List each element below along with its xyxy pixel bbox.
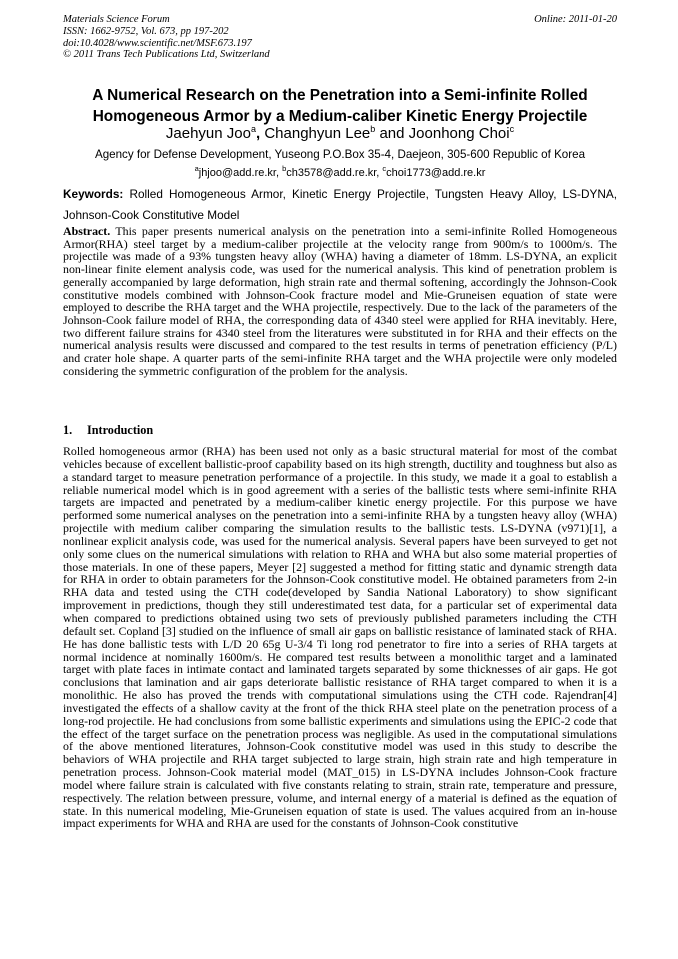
journal-name: Materials Science Forum [63,14,170,25]
email-address[interactable]: jhjoo@add.re.kr, [198,167,283,179]
author-name: Jaehyun Joo [165,125,251,142]
issn-line: ISSN: 1662-9752, Vol. 673, pp 197-202 [63,25,229,37]
author-affil-mark: c [509,124,515,134]
author-name: Joonhong Choi [408,125,510,142]
introduction-paragraph: Rolled homogeneous armor (RHA) has been used not only as a basic structural material for most of the combat vehicles because of excellent ballistic-proof capability based on its high strength, ductility and toughness but also as a standard target to measure penetration performance of a projectile. In this study, we made it a goal to establish a reliable numerical model which is in good agreement with a series of the ballistic tests where semi-infinite RHA targets are impacted and penetrated by a medium-caliber kinetic energy projectile. For this purpose we have performed some numerical analyses on the penetration into a semi-infinite RHA by a tungsten heavy alloy (WHA) projectile with medium caliber comparing the simulation results to the ballistic tests. LS-DYNA (v971)[1], a nonlinear explicit analysis code, was used for the numerical analysis. Several papers have been surveyed to get not only some clues on the numerical simulations with relation to RHA and WHA but also some material properties of those materials. In one of these papers, Meyer [2] suggested a method for fitting static and dynamic strength data for RHA in order to obtain parameters for the Johnson-Cook constitutive model. He obtained parameters from 2-in RHA data and tested using the CTH code(developed by Sandia National Laboratory) to show significant improvement in predictions, though they still underestimated test data, for a particular set of experimental data when compared to predictions obtained using two sets of previously published parameters including the CTH default set. Copland [3] studied on the influence of small air gaps on ballistic resistance of laminated stack of RHA. He has done ballistic tests with L/D 20 65g U-3/4 Ti long rod penetrator to fire into a series of RHA targets at normal incidence at nominally 1600m/s. He compared test results between a monolithic target and a laminated target with plate faces in intimate contact and laminated targets separated by some thicknesses of air gaps. He got conclusions that lamination and air gaps deteriorate ballistic resistance of RHA target compared to when it is a monolithic. He also has proved the trends with computational simulations using the CTH code. Rajendran[4] investigated the effects of a shallow cavity at the front of the thick RHA steel plate on the penetration process of a long-rod projectile. He had conclusions from some ballistic experiments and simulations using the EPIC-2 code that the effect of the target surface on the penetration process was negligible. As used in the computational simulations of the above mentioned literatures, Johnson-Cook constitutive model was used in this study to describe the behaviors of WHA projectile and RHA target subjected to large strain, high strain rate and high temperature in penetration process. Johnson-Cook material model (MAT_015) in LS-DYNA includes Johnson-Cook fracture model where failure strain is calculated with five constants relating to strain, strain rate, temperature and pressure, respectively. The relation between pressure, volume, and internal energy of a material is defined as the equation of state. In this numerical modeling, Mie-Gruneisen equation of state is used. The values acquired from an in-house impact experiments for WHA and RHA are used for the constants of Johnson-Cook constitutive [63,444,617,831]
email-address[interactable]: ch3578@add.re.kr, [286,167,383,179]
abstract-label: Abstract. [63,224,111,238]
email-mark: b [282,164,287,173]
email-mark: c [382,164,387,173]
online-date: Online: 2011-01-20 [534,14,617,25]
author-list [55,125,625,143]
email-list [55,166,625,180]
author-name: Changhyun Lee [264,125,371,142]
copyright-line: © 2011 Trans Tech Publications Ltd, Switzerland [63,49,270,61]
author-affil-mark: b [370,124,376,134]
section-number: 1. [63,423,73,437]
keywords-label: Keywords: [63,187,124,201]
author-separator: and [375,125,409,142]
keywords-text: Rolled Homogeneous Armor, Kinetic Energy Projectile, Tungsten Heavy Alloy, LS-DYNA, Johnson-Cook Constitutive Model [63,187,617,222]
publication-header [63,14,617,61]
keywords-block [63,184,617,226]
email-mark: a [194,164,199,173]
paper-title: A Numerical Research on the Penetration into a Semi-infinite Rolled Homogeneous Armor by a Medium-caliber Kinetic Energy Projectile [92,87,588,125]
affiliation: Agency for Defense Development, Yuseong P.O.Box 35-4, Daejeon, 305-600 Republic of Korea [94,148,586,161]
email-address[interactable]: choi1773@add.re.kr [386,167,486,179]
section-heading [63,423,617,437]
abstract-text: This paper presents numerical analysis on the penetration into a semi-infinite Rolled Homogeneous Armor(RHA) steel target by a medium-caliber projectile at the velocity range from 900m/s to 1000m/s. The projectile was made of a 93% tungsten heavy alloy (WHA) having a diameter of 18mm. LS-DYNA, an explicit non-linear finite element analysis code, was used for the numerical analysis. This kind of penetration problem is generally accompanied by large deformation, high strain rate and thermal softening, accordingly the Johnson-Cook constitutive models combined with Johnson-Cook fracture model and Mie-Gruneisen equation of state were employed to describe the RHA target and the WHA projectile, respectively. Due to the lack of the parameters of the Johnson-Cook failure model of RHA, the corresponding data of 4340 steel were applied for RHA inevitably. Here, two different failure strains for 4340 steel from the literatures were substituted in for RHA and their effects on the numerical analysis results were discussed and compared to the test results in terms of penetration efficiency (P/L) and crater hole shape. A quarter parts of the semi-infinite RHA target and the WHA projectile were only modeled considering the symmetric configuration of the problem for the analysis. [63,224,617,378]
author-separator: , [256,125,265,142]
section-title: Introduction [87,423,154,437]
author-affil-mark: a [250,124,256,134]
doi-line: doi:10.4028/www.scientific.net/MSF.673.197 [63,37,252,49]
abstract-block [63,225,617,377]
